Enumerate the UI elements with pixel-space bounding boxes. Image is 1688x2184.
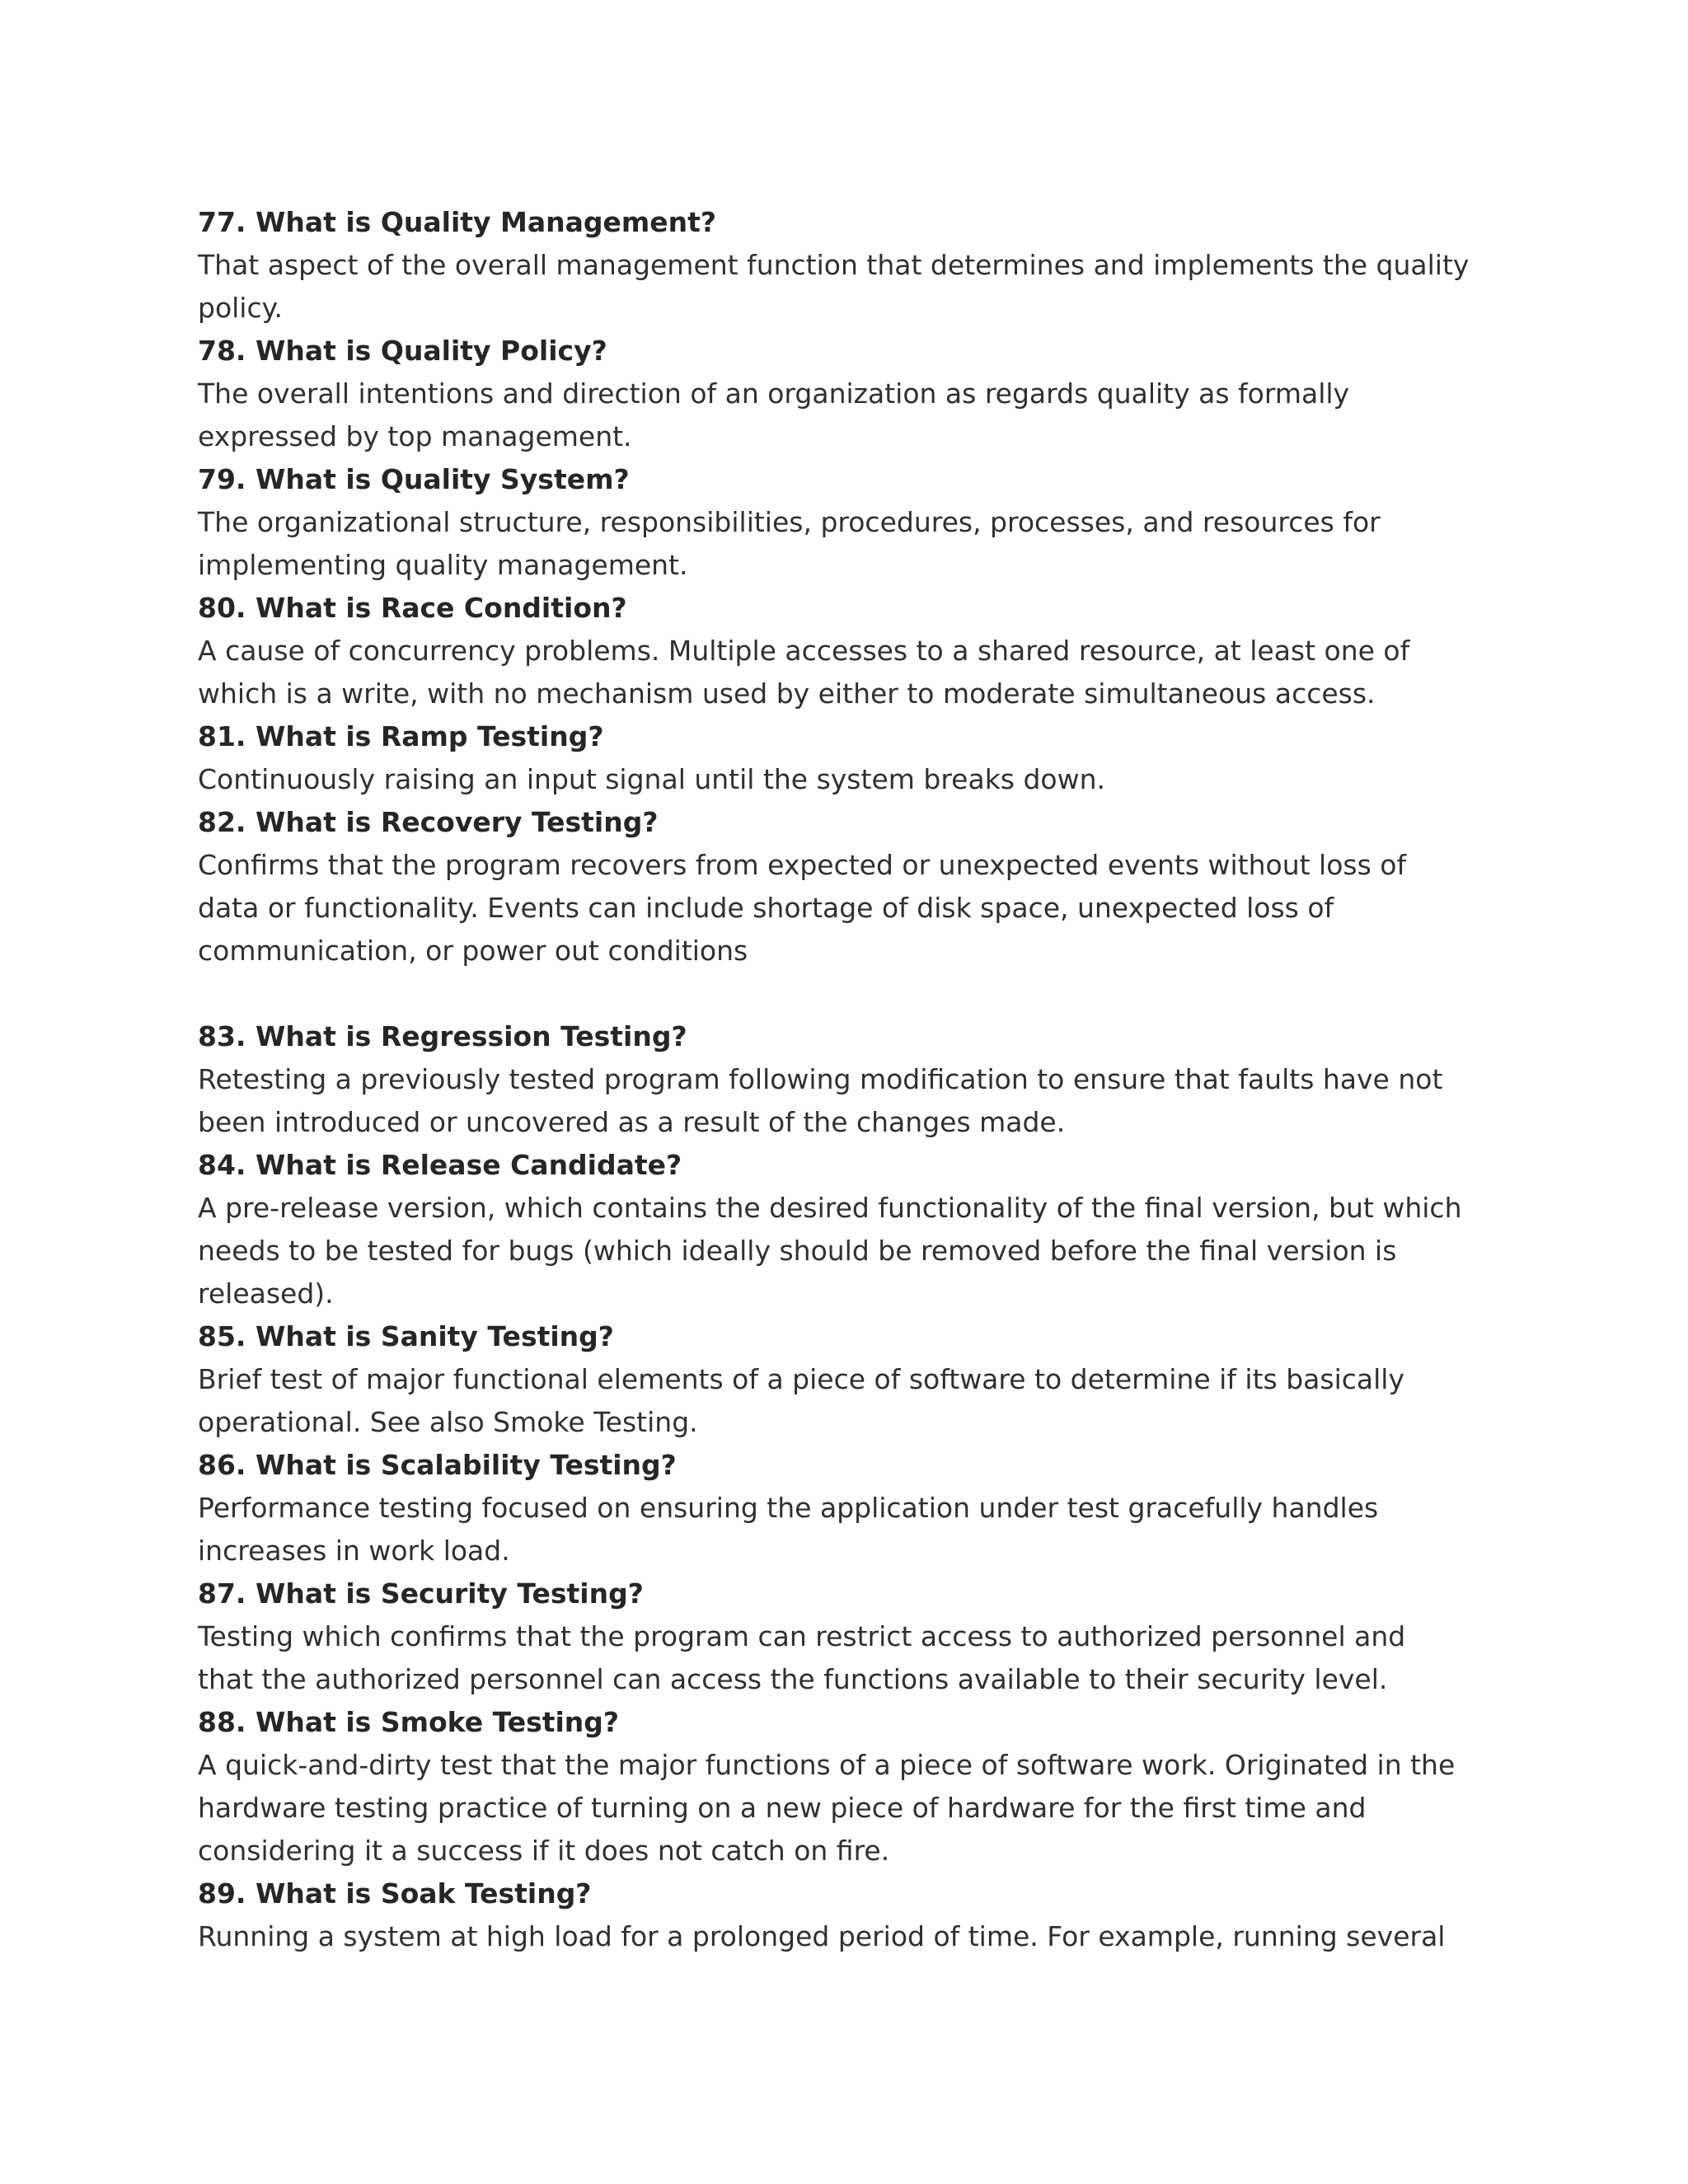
question-heading: 79. What is Quality System? — [198, 463, 630, 495]
answer-line: operational. See also Smoke Testing. — [198, 1406, 698, 1438]
answer-line: which is a write, with no mechanism used by either to moderate simultaneous access. — [198, 677, 1376, 710]
paragraph-gap — [198, 972, 1500, 1015]
question-heading: 85. What is Sanity Testing? — [198, 1320, 614, 1352]
answer-line: policy. — [198, 292, 283, 324]
question-heading: 87. What is Security Testing? — [198, 1577, 644, 1610]
answer-line: that the authorized personnel can access the functions available to their security level. — [198, 1663, 1388, 1695]
answer-line: Brief test of major functional elements of a piece of software to determine if its basically — [198, 1363, 1404, 1395]
answer-line: data or functionality. Events can include shortage of disk space, unexpected loss of — [198, 892, 1334, 924]
question-heading: 88. What is Smoke Testing? — [198, 1706, 620, 1738]
question-heading: 81. What is Ramp Testing? — [198, 720, 604, 752]
question-heading: 86. What is Scalability Testing? — [198, 1449, 677, 1481]
answer-line: hardware testing practice of turning on a new piece of hardware for the first time and — [198, 1792, 1367, 1824]
answer-line: expressed by top management. — [198, 420, 632, 452]
answer-line: Running a system at high load for a prolonged period of time. For example, running several — [198, 1920, 1446, 1952]
answer-line: implementing quality management. — [198, 549, 688, 581]
question-heading: 84. What is Release Candidate? — [198, 1149, 682, 1181]
answer-line: Testing which confirms that the program can restrict access to authorized personnel and — [198, 1620, 1406, 1652]
answer-line: The organizational structure, responsibilities, procedures, processes, and resources for — [198, 506, 1381, 538]
question-heading: 89. What is Soak Testing? — [198, 1877, 592, 1910]
answer-line: A pre-release version, which contains the desired functionality of the final version, but which — [198, 1192, 1462, 1224]
document-page — [198, 201, 1500, 1958]
question-heading: 80. What is Race Condition? — [198, 592, 627, 624]
answer-line: Retesting a previously tested program following modification to ensure that faults have not — [198, 1063, 1443, 1095]
answer-line: Confirms that the program recovers from expected or unexpected events without loss of — [198, 849, 1407, 881]
answer-line: been introduced or uncovered as a result of the changes made. — [198, 1106, 1066, 1138]
answer-line: The overall intentions and direction of an organization as regards quality as formally — [198, 377, 1350, 410]
answer-line: Performance testing focused on ensuring the application under test gracefully handles — [198, 1492, 1379, 1524]
answer-line: A cause of concurrency problems. Multiple accesses to a shared resource, at least one of — [198, 635, 1410, 667]
question-heading: 77. What is Quality Management? — [198, 206, 717, 238]
answer-line: increases in work load. — [198, 1535, 510, 1567]
answer-line: considering it a success if it does not catch on fire. — [198, 1835, 890, 1867]
question-heading: 83. What is Regression Testing? — [198, 1020, 687, 1052]
answer-line: Continuously raising an input signal until the system breaks down. — [198, 763, 1106, 795]
answer-line: A quick-and-dirty test that the major functions of a piece of software work. Originated in the — [198, 1749, 1456, 1781]
answer-line: needs to be tested for bugs (which ideally should be removed before the final version is — [198, 1235, 1397, 1267]
answer-line: communication, or power out conditions — [198, 935, 748, 967]
question-heading: 78. What is Quality Policy? — [198, 335, 607, 367]
answer-line: That aspect of the overall management function that determines and implements the quality — [198, 249, 1470, 281]
question-heading: 82. What is Recovery Testing? — [198, 806, 659, 838]
answer-line: released). — [198, 1277, 334, 1310]
